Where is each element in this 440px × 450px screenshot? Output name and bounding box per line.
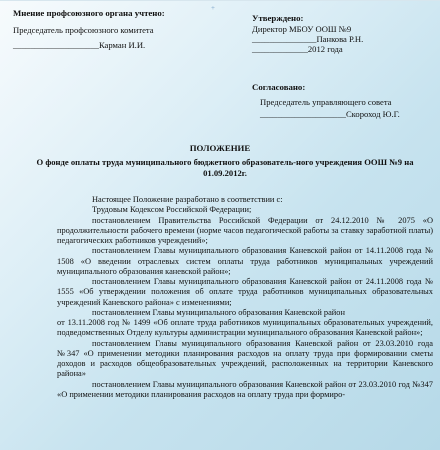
director-name: Панкова Р.Н. bbox=[316, 34, 364, 44]
document-subtitle: О фонде оплаты труда муниципального бюджетного образователь-ного учреждения ООШ №9 на 01.09.2012г. bbox=[36, 157, 414, 178]
page-top-border bbox=[0, 0, 440, 1]
paragraph: Трудовым Кодексом Российской Федерации; bbox=[92, 205, 252, 215]
paragraph: постановлением Главы муниципального образования Каневской район от 23.03.2010 год №347 «О применении методики планирования расходов на оплату труда при формиро- bbox=[57, 379, 433, 399]
text-boundary-mark: + bbox=[211, 4, 215, 12]
paragraph: Настоящее Положение разработано в соответствии с: bbox=[92, 195, 283, 204]
paragraph: постановлением Главы муниципального образования Каневской район от 14.11.2008 года № 1508 «О введении отраслевых систем оплаты труда работников муниципальных учреждений муниципального образования каневской район»; bbox=[57, 246, 433, 276]
paragraph: постановлением Главы муниципального образования Каневской район от 23.03.2010 года №347 «О применении методики планирования расходов на оплату труда при формировании сметы доходов и расходов общеобразовательных учреждений, расположенных на территории Каневского района» bbox=[57, 338, 433, 379]
council-chair-signature: ____________________Скороход Ю.Г. bbox=[260, 109, 400, 119]
document-body bbox=[57, 195, 433, 400]
union-chair-title: Председатель профсоюзного комитета bbox=[13, 25, 154, 35]
paragraph: от 13.11.2008 год № 1499 «Об оплате труда работников муниципальных образовательных учреждений, подведомственных Отделу культуры администрации муниципального образования Каневской район»; bbox=[57, 318, 433, 338]
paragraph: постановлением Главы муниципального образования Каневской район bbox=[92, 307, 345, 317]
union-chair-name: Карман И.И. bbox=[98, 40, 146, 50]
director-title: Директор МБОУ ООШ №9 bbox=[252, 24, 352, 34]
director-signature: _______________Панкова Р.Н. bbox=[252, 34, 364, 44]
council-chair-title: Председатель управляющего совета bbox=[260, 97, 392, 107]
agreed-label: Согласовано: bbox=[252, 82, 306, 92]
council-chair-name: Скороход Ю.Г. bbox=[345, 109, 400, 119]
paragraph: постановлением Правительства Российской Федерации от 24.12.2010 № 2075 «О продолжительности рабочего времени (норме часов педагогической работы за ставку заработной платы) педагогических работников учреждений»; bbox=[57, 215, 433, 245]
approval-year: _____________2012 года bbox=[252, 44, 343, 54]
paragraph: постановлением Главы муниципального образования Каневской район от 24.11.2008 года № 1555 «Об утверждении положения об оплате труда работников муниципальных образовательных учреждений Каневского района» с изменениями; bbox=[57, 277, 433, 307]
document-title: ПОЛОЖЕНИЕ bbox=[189, 143, 251, 153]
union-chair-signature: ____________________Карман И.И. bbox=[13, 40, 146, 50]
union-opinion-label: Мнение профсоюзного органа учтено: bbox=[13, 8, 165, 18]
approved-label: Утверждено: bbox=[252, 13, 304, 23]
